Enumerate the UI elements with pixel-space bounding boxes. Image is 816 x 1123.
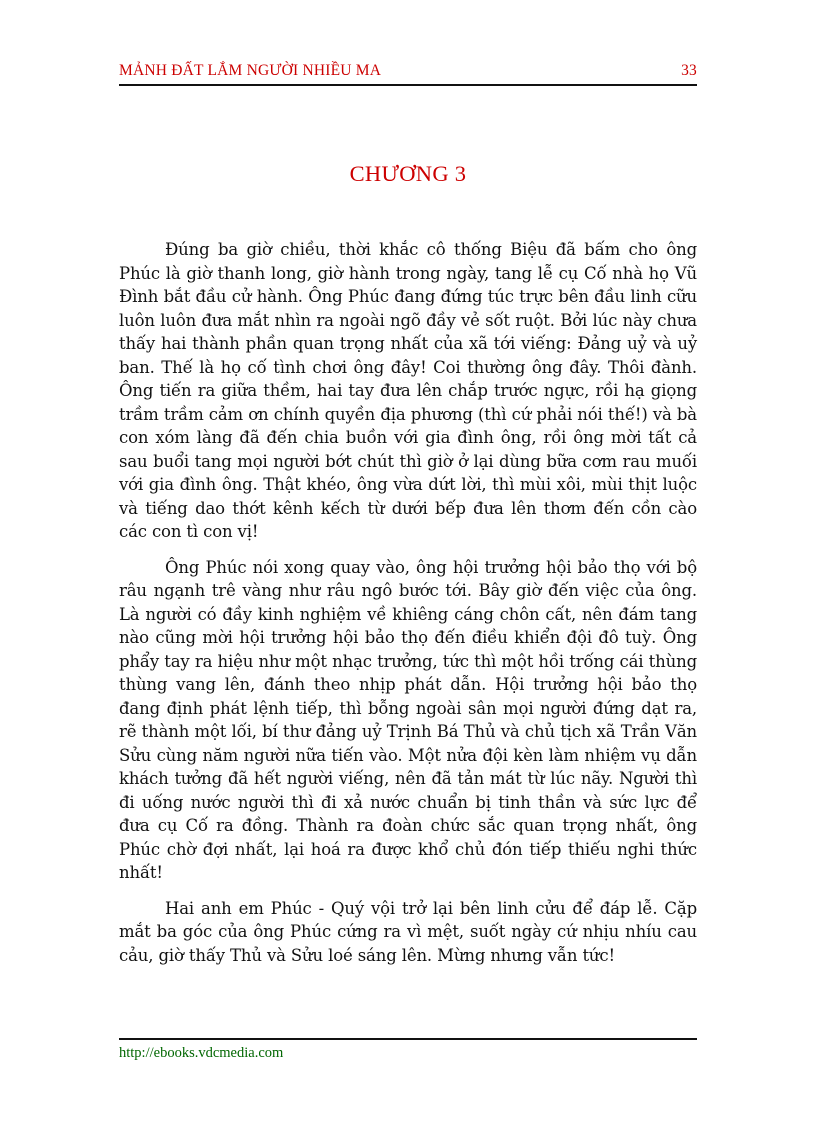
body-text bbox=[119, 238, 697, 979]
book-title: MẢNH ĐẤT LẮM NGƯỜI NHIỀU MA bbox=[119, 62, 382, 79]
paragraph: Ông Phúc nói xong quay vào, ông hội trưởng hội bảo thọ với bộ râu ngạnh trê vàng như râu ngô bước tới. Bây giờ đến việc của ông. Là người có đầy kinh nghiệm về khiêng cáng chôn cất, nên đám tang nào cũng mời hội trưởng hội bảo thọ đến điều khiển đội đô tuỳ. Ông phẩy tay ra hiệu như một nhạc trưởng, tức thì một hồi trống cái thùng thùng vang lên, đánh theo nhịp phát dẫn. Hội trưởng hội bảo thọ đang định phát lệnh tiếp, thì bỗng ngoài sân mọi người đứng dạt ra, rẽ thành một lối, bí thư đảng uỷ Trịnh Bá Thủ và chủ tịch xã Trần Văn Sửu cùng năm người nữa tiến vào. Một nửa đội kèn làm nhiệm vụ dẫn khách tưởng đã hết người viếng, nên đã tản mát từ lúc nãy. Người thì đi uống nước người thì đi xả nước chuẩn bị tinh thần và sức lực để đưa cụ Cố ra đồng. Thành ra đoàn chức sắc quan trọng nhất, ông Phúc chờ đợi nhất, lại hoá ra được khổ chủ đón tiếp thiếu nghi thức nhất! bbox=[119, 557, 697, 882]
page-number: 33 bbox=[681, 62, 697, 79]
footer-divider bbox=[119, 1038, 697, 1040]
header-divider bbox=[119, 84, 697, 86]
chapter-title: CHƯƠNG 3 bbox=[349, 161, 467, 186]
running-header bbox=[119, 60, 697, 82]
paragraph: Hai anh em Phúc - Quý vội trở lại bên linh cửu để đáp lễ. Cặp mắt ba góc của ông Phúc cứng ra vì mệt, suốt ngày cứ nhịu nhíu cau cảu, giờ thấy Thủ và Sửu loé sáng lên. Mừng nhưng vẫn tức! bbox=[119, 898, 697, 965]
paragraph: Đúng ba giờ chiều, thời khắc cô thống Biệu đã bấm cho ông Phúc là giờ thanh long, giờ hành trong ngày, tang lễ cụ Cố nhà họ Vũ Đình bắt đầu cử hành. Ông Phúc đang đứng túc trực bên đầu linh cữu luôn luôn đưa mắt nhìn ra ngoài ngõ đầy vẻ sốt ruột. Bởi lúc này chưa thấy hai thành phần quan trọng nhất của xã tới viếng: Đảng uỷ và uỷ ban. Thế là họ cố tình chơi ông đây! Coi thường ông đây. Thôi đành. Ông tiến ra giữa thềm, hai tay đưa lên chắp trước ngực, rồi hạ giọng trầm trầm cảm ơn chính quyền địa phương (thì cứ phải nói thế!) và bà con xóm làng đã đến chia buồn với gia đình ông, rồi ông mời tất cả sau buổi tang mọi người bớt chút thì giờ ở lại dùng bữa cơm rau muối với gia đình ông. Thật khéo, ông vừa dứt lời, thì mùi xôi, mùi thịt luộc và tiếng dao thớt kênh kếch từ dưới bếp đưa lên thơm đến cồn cào các con tì con vị! bbox=[119, 240, 697, 541]
footer-url[interactable]: http://ebooks.vdcmedia.com bbox=[119, 1045, 284, 1061]
